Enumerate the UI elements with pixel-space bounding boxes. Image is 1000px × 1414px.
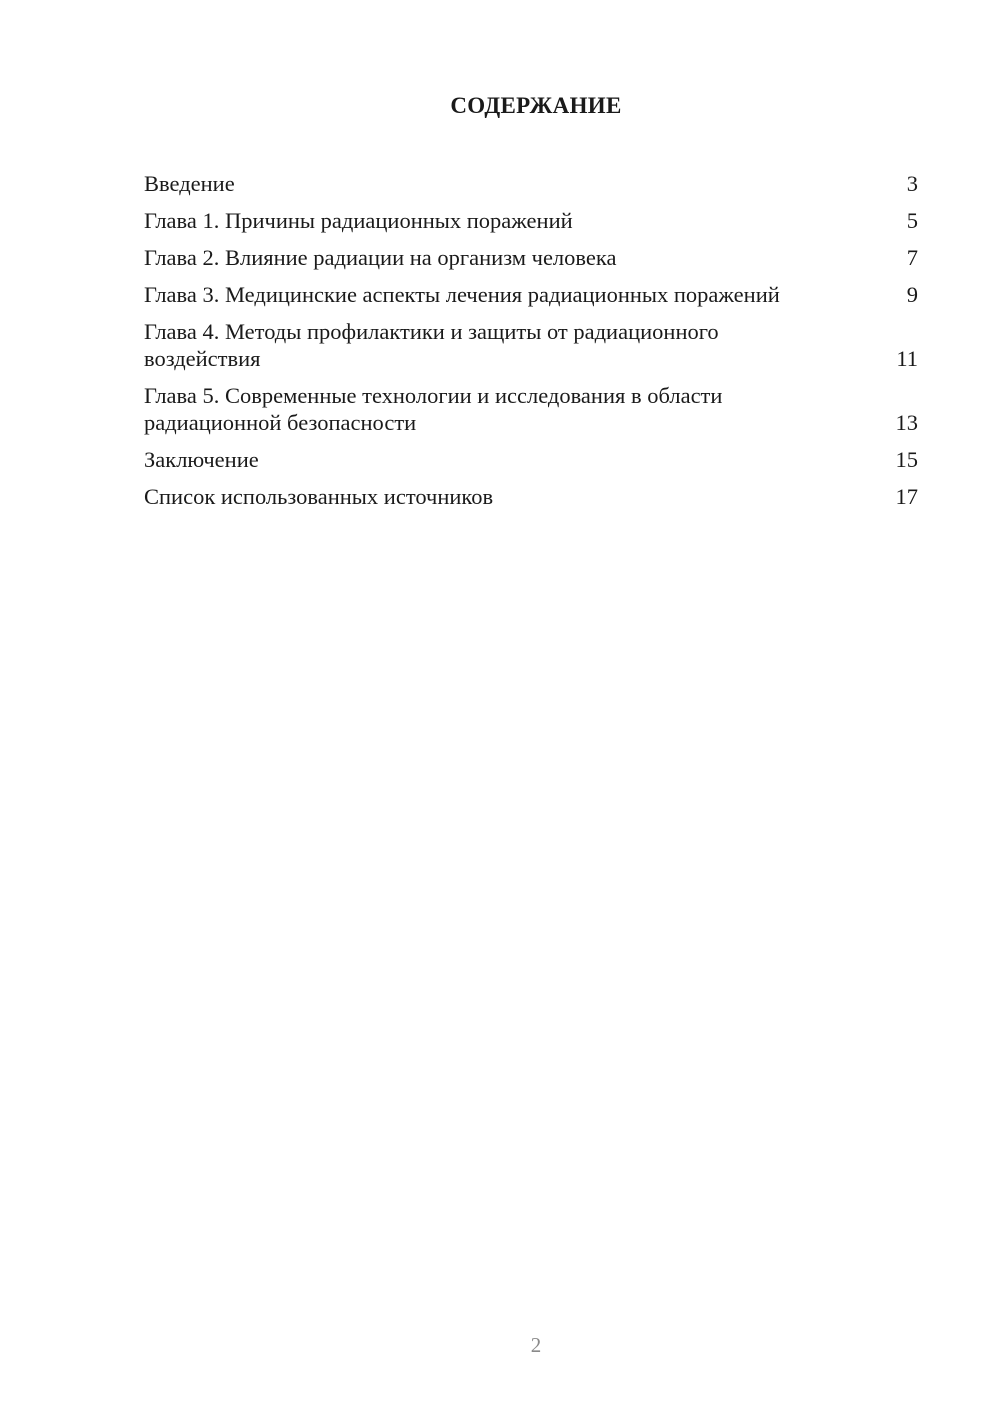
- toc-entry-page: 13: [895, 410, 918, 435]
- toc-entry-title: Список использованных источников: [144, 484, 494, 509]
- toc-entry-chapter-2[interactable]: [144, 244, 918, 271]
- toc-entry-references[interactable]: [144, 483, 918, 510]
- toc-entry-page: 5: [906, 208, 918, 233]
- toc-entry-page: 17: [895, 484, 918, 509]
- toc-entry-page: 7: [906, 245, 918, 270]
- toc-entry-title: Глава 4. Методы профилактики и защиты от радиационного воздействия: [144, 319, 719, 371]
- page-number: 2: [530, 1333, 542, 1357]
- toc-entry-chapter-4[interactable]: [144, 318, 918, 372]
- toc-entry-page: 11: [896, 346, 918, 371]
- table-of-contents: [144, 170, 918, 520]
- toc-entry-chapter-5[interactable]: [144, 382, 918, 436]
- toc-entry-page: 9: [906, 282, 918, 307]
- toc-entry-chapter-1[interactable]: [144, 207, 918, 234]
- toc-entry-page: 15: [895, 447, 918, 472]
- toc-entry-introduction[interactable]: [144, 170, 918, 197]
- toc-entry-title: Глава 1. Причины радиационных поражений: [144, 208, 573, 233]
- toc-entry-title: Глава 2. Влияние радиации на организм человека: [144, 245, 617, 270]
- toc-entry-title: Введение: [144, 171, 235, 196]
- page-title: СОДЕРЖАНИЕ: [450, 93, 622, 118]
- toc-entry-title: Глава 5. Современные технологии и исследования в области радиационной безопасности: [144, 383, 723, 435]
- toc-entry-title: Глава 3. Медицинские аспекты лечения радиационных поражений: [144, 282, 780, 307]
- toc-entry-page: 3: [906, 171, 918, 196]
- toc-entry-title: Заключение: [144, 447, 259, 472]
- toc-entry-conclusion[interactable]: [144, 446, 918, 473]
- toc-entry-chapter-3[interactable]: [144, 281, 918, 308]
